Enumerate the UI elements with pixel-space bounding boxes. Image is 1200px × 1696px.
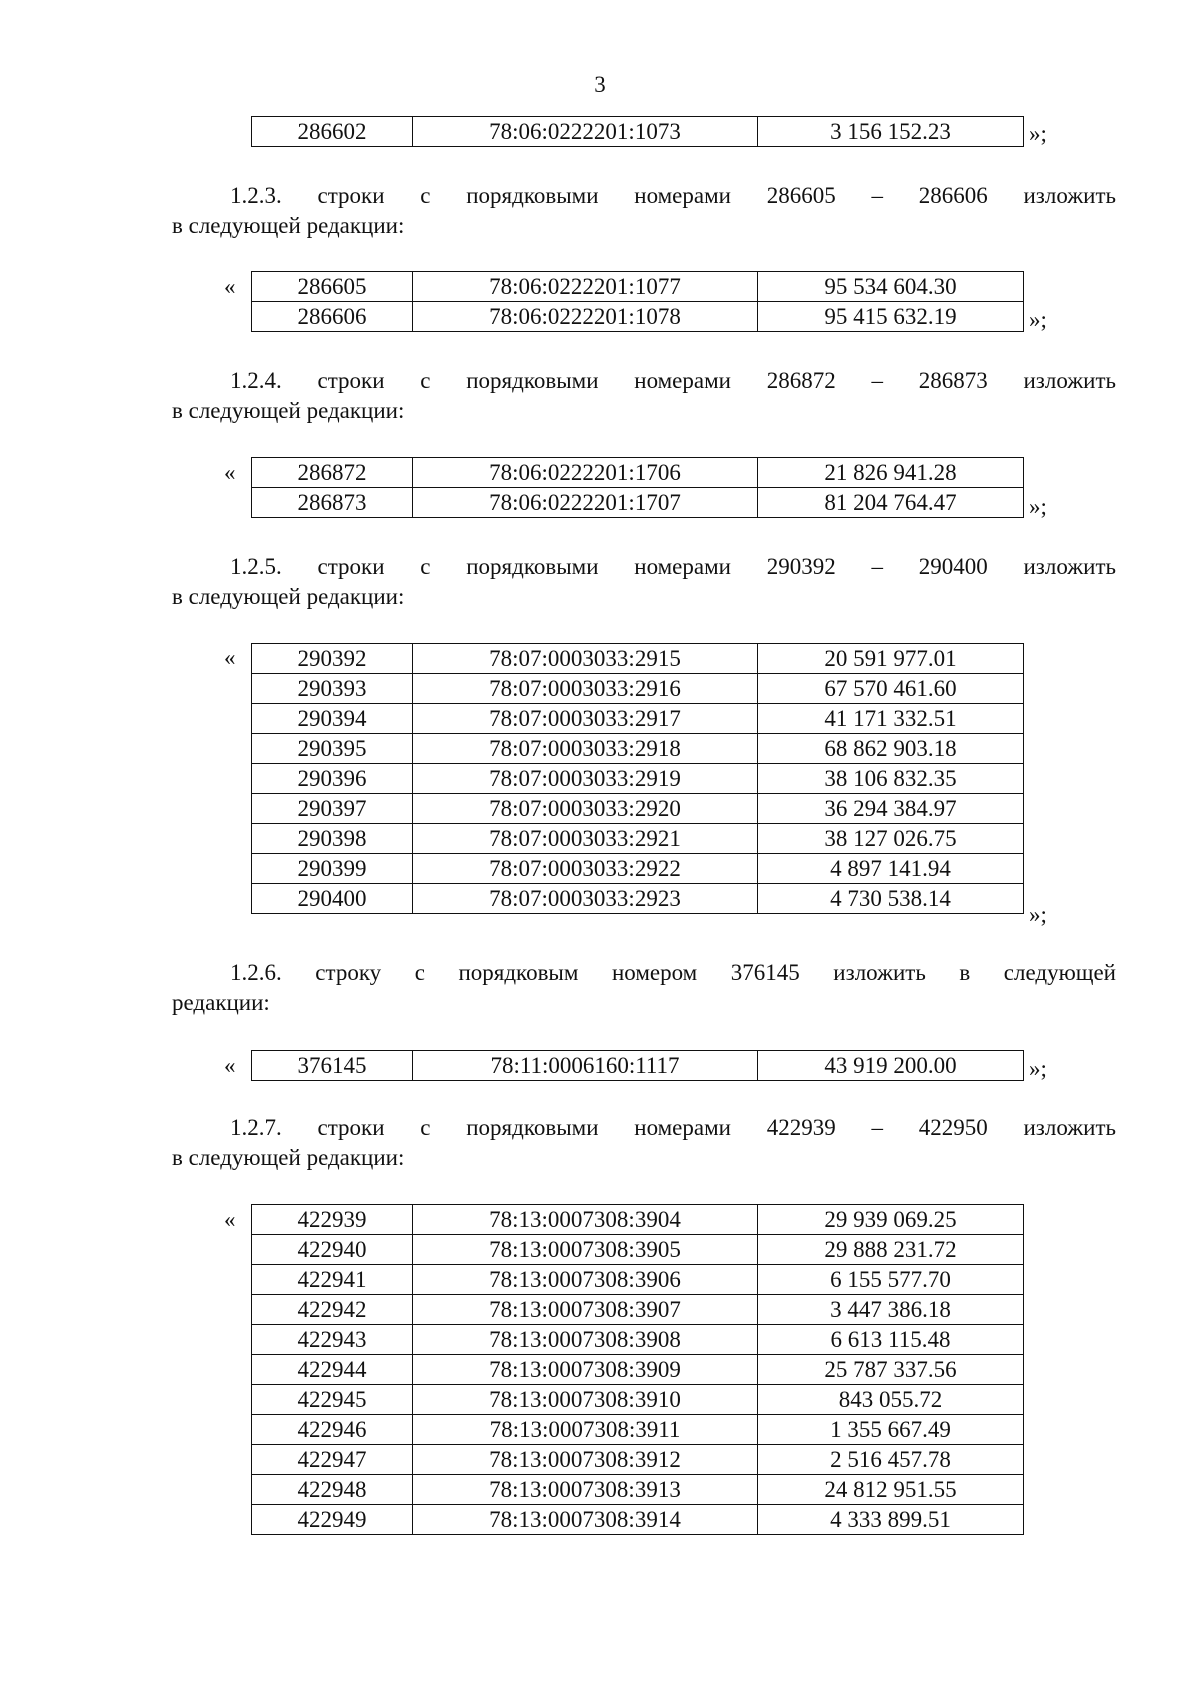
paragraph-line: 1.2.7. строки с порядковыми номерами 422939 – 422950 изложить: [230, 1115, 1116, 1140]
cadastral-number-cell: 78:11:0006160:1117: [413, 1051, 758, 1081]
row-number-cell: 286873: [252, 488, 413, 518]
cadastral-number-cell: 78:07:0003033:2923: [413, 884, 758, 914]
row-number-cell: 422944: [252, 1355, 413, 1385]
row-number-cell: 286605: [252, 272, 413, 302]
row-number-cell: 422941: [252, 1265, 413, 1295]
paragraph-line: в следующей редакции:: [172, 584, 405, 609]
cadastral-number-cell: 78:13:0007308:3908: [413, 1325, 758, 1355]
cadastral-number-cell: 78:07:0003033:2919: [413, 764, 758, 794]
paragraph-1-2-5: [172, 552, 1116, 612]
table-row: [252, 1475, 1024, 1505]
paragraph-1-2-4: [172, 366, 1116, 426]
value-cell: 3 156 152.23: [758, 117, 1024, 147]
value-cell: 29 939 069.25: [758, 1205, 1024, 1235]
table-1-2-4: [251, 457, 1024, 518]
data-table: [251, 643, 1024, 914]
cadastral-number-cell: 78:06:0222201:1707: [413, 488, 758, 518]
row-number-cell: 286872: [252, 458, 413, 488]
value-cell: 20 591 977.01: [758, 644, 1024, 674]
table-row: [252, 272, 1024, 302]
cadastral-number-cell: 78:07:0003033:2915: [413, 644, 758, 674]
cadastral-number-cell: 78:06:0222201:1077: [413, 272, 758, 302]
table-row: [252, 1505, 1024, 1535]
table-row: [252, 884, 1024, 914]
closing-quote: »;: [1029, 307, 1047, 332]
cadastral-number-cell: 78:06:0222201:1706: [413, 458, 758, 488]
table-row: [252, 854, 1024, 884]
value-cell: 6 155 577.70: [758, 1265, 1024, 1295]
row-number-cell: 422948: [252, 1475, 413, 1505]
row-number-cell: 290392: [252, 644, 413, 674]
table-row: [252, 1265, 1024, 1295]
table-row: [252, 302, 1024, 332]
paragraph-line: редакции:: [172, 990, 270, 1015]
table-row: [252, 1295, 1024, 1325]
value-cell: 41 171 332.51: [758, 704, 1024, 734]
table-row: [252, 1385, 1024, 1415]
row-number-cell: 286602: [252, 117, 413, 147]
data-table: [251, 457, 1024, 518]
table-row: [252, 704, 1024, 734]
row-number-cell: 422945: [252, 1385, 413, 1415]
cadastral-number-cell: 78:13:0007308:3904: [413, 1205, 758, 1235]
closing-quote: »;: [1029, 902, 1047, 927]
data-table: [251, 271, 1024, 332]
cadastral-number-cell: 78:13:0007308:3909: [413, 1355, 758, 1385]
row-number-cell: 422949: [252, 1505, 413, 1535]
cadastral-number-cell: 78:07:0003033:2917: [413, 704, 758, 734]
table-row: [252, 1325, 1024, 1355]
data-table: [251, 1050, 1024, 1081]
paragraph-line: 1.2.6. строку с порядковым номером 376145 изложить в следующей: [230, 960, 1116, 985]
value-cell: 67 570 461.60: [758, 674, 1024, 704]
cadastral-number-cell: 78:13:0007308:3905: [413, 1235, 758, 1265]
table-row: [252, 488, 1024, 518]
cadastral-number-cell: 78:13:0007308:3907: [413, 1295, 758, 1325]
cadastral-number-cell: 78:07:0003033:2921: [413, 824, 758, 854]
value-cell: 24 812 951.55: [758, 1475, 1024, 1505]
paragraph-line: в следующей редакции:: [172, 1145, 405, 1170]
value-cell: 95 415 632.19: [758, 302, 1024, 332]
closing-quote: »;: [1029, 121, 1047, 146]
row-number-cell: 290396: [252, 764, 413, 794]
paragraph-line: 1.2.5. строки с порядковыми номерами 290392 – 290400 изложить: [230, 554, 1116, 579]
table-1-2-5: [251, 643, 1024, 914]
table-row: [252, 458, 1024, 488]
row-number-cell: 422939: [252, 1205, 413, 1235]
value-cell: 4 333 899.51: [758, 1505, 1024, 1535]
table-top: [251, 116, 1024, 147]
value-cell: 95 534 604.30: [758, 272, 1024, 302]
cadastral-number-cell: 78:07:0003033:2922: [413, 854, 758, 884]
row-number-cell: 286606: [252, 302, 413, 332]
value-cell: 3 447 386.18: [758, 1295, 1024, 1325]
row-number-cell: 290394: [252, 704, 413, 734]
value-cell: 68 862 903.18: [758, 734, 1024, 764]
cadastral-number-cell: 78:13:0007308:3910: [413, 1385, 758, 1415]
row-number-cell: 290395: [252, 734, 413, 764]
table-row: [252, 764, 1024, 794]
opening-quote: «: [224, 1207, 236, 1232]
value-cell: 36 294 384.97: [758, 794, 1024, 824]
table-1-2-3: [251, 271, 1024, 332]
row-number-cell: 422942: [252, 1295, 413, 1325]
row-number-cell: 290399: [252, 854, 413, 884]
value-cell: 843 055.72: [758, 1385, 1024, 1415]
row-number-cell: 422946: [252, 1415, 413, 1445]
row-number-cell: 376145: [252, 1051, 413, 1081]
cadastral-number-cell: 78:07:0003033:2920: [413, 794, 758, 824]
value-cell: 1 355 667.49: [758, 1415, 1024, 1445]
value-cell: 38 127 026.75: [758, 824, 1024, 854]
cadastral-number-cell: 78:06:0222201:1078: [413, 302, 758, 332]
value-cell: 21 826 941.28: [758, 458, 1024, 488]
paragraph-1-2-7: [172, 1113, 1116, 1173]
table-row: [252, 1415, 1024, 1445]
value-cell: 2 516 457.78: [758, 1445, 1024, 1475]
data-table: [251, 116, 1024, 147]
row-number-cell: 290398: [252, 824, 413, 854]
page-number: 3: [594, 72, 606, 97]
cadastral-number-cell: 78:13:0007308:3914: [413, 1505, 758, 1535]
value-cell: 43 919 200.00: [758, 1051, 1024, 1081]
value-cell: 81 204 764.47: [758, 488, 1024, 518]
table-row: [252, 1235, 1024, 1265]
row-number-cell: 422940: [252, 1235, 413, 1265]
row-number-cell: 422947: [252, 1445, 413, 1475]
table-row: [252, 1205, 1024, 1235]
cadastral-number-cell: 78:13:0007308:3911: [413, 1415, 758, 1445]
table-row: [252, 1355, 1024, 1385]
cadastral-number-cell: 78:13:0007308:3913: [413, 1475, 758, 1505]
paragraph-line: 1.2.4. строки с порядковыми номерами 286872 – 286873 изложить: [230, 368, 1116, 393]
value-cell: 6 613 115.48: [758, 1325, 1024, 1355]
row-number-cell: 290400: [252, 884, 413, 914]
value-cell: 25 787 337.56: [758, 1355, 1024, 1385]
table-1-2-7: [251, 1204, 1024, 1535]
closing-quote: »;: [1029, 494, 1047, 519]
cadastral-number-cell: 78:13:0007308:3906: [413, 1265, 758, 1295]
cadastral-number-cell: 78:07:0003033:2918: [413, 734, 758, 764]
table-1-2-6: [251, 1050, 1024, 1081]
closing-quote: »;: [1029, 1056, 1047, 1081]
cadastral-number-cell: 78:06:0222201:1073: [413, 117, 758, 147]
row-number-cell: 422943: [252, 1325, 413, 1355]
opening-quote: «: [224, 460, 236, 485]
paragraph-line: в следующей редакции:: [172, 398, 405, 423]
table-row: [252, 1445, 1024, 1475]
cadastral-number-cell: 78:13:0007308:3912: [413, 1445, 758, 1475]
table-row: [252, 1051, 1024, 1081]
table-row: [252, 644, 1024, 674]
table-row: [252, 734, 1024, 764]
data-table: [251, 1204, 1024, 1535]
value-cell: 4 730 538.14: [758, 884, 1024, 914]
paragraph-1-2-6: [172, 958, 1116, 1018]
cadastral-number-cell: 78:07:0003033:2916: [413, 674, 758, 704]
opening-quote: «: [224, 274, 236, 299]
row-number-cell: 290393: [252, 674, 413, 704]
value-cell: 29 888 231.72: [758, 1235, 1024, 1265]
table-row: [252, 794, 1024, 824]
paragraph-line: в следующей редакции:: [172, 213, 405, 238]
value-cell: 38 106 832.35: [758, 764, 1024, 794]
paragraph-line: 1.2.3. строки с порядковыми номерами 286605 – 286606 изложить: [230, 183, 1116, 208]
row-number-cell: 290397: [252, 794, 413, 824]
table-row: [252, 824, 1024, 854]
opening-quote: «: [224, 1053, 236, 1078]
table-row: [252, 674, 1024, 704]
opening-quote: «: [224, 645, 236, 670]
value-cell: 4 897 141.94: [758, 854, 1024, 884]
paragraph-1-2-3: [172, 181, 1116, 241]
table-row: [252, 117, 1024, 147]
